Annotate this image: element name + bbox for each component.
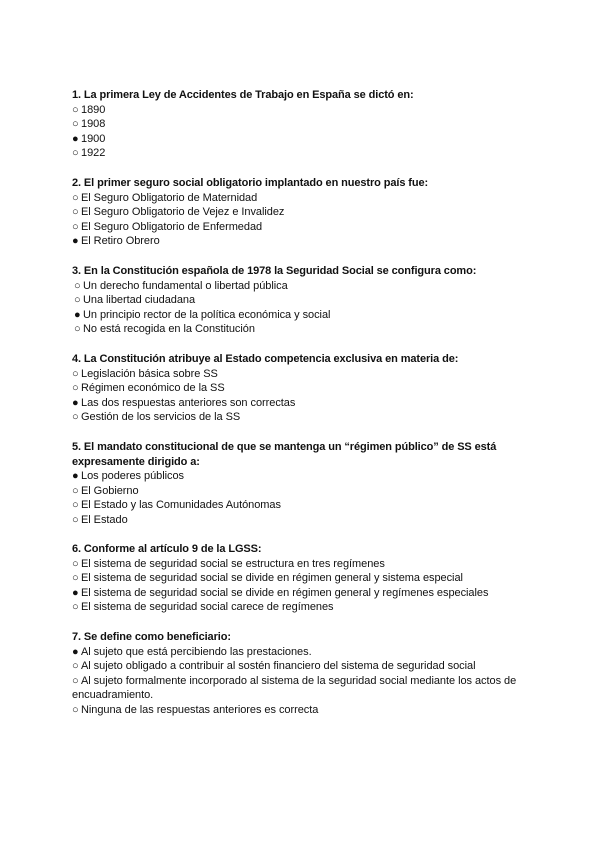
option-text: 1890	[81, 103, 106, 116]
radio-mark-icon: ○	[72, 674, 79, 687]
question-title: 1. La primera Ley de Accidentes de Trabajo en España se dictó en:	[72, 89, 414, 101]
option-text: Un principio rector de la política económica y social	[83, 308, 331, 321]
question-title: 2. El primer seguro social obligatorio implantado en nuestro país fue:	[72, 177, 429, 189]
radio-mark-icon: ○	[72, 382, 79, 395]
radio-filled-icon: ●	[72, 235, 79, 248]
answer-option	[72, 279, 542, 294]
question-5	[72, 440, 542, 528]
option-text: Al sujeto obligado a contribuir al sostén financiero del sistema de seguridad social	[81, 660, 476, 673]
answer-option	[72, 103, 542, 118]
radio-mark-icon: ○	[72, 513, 79, 526]
radio-mark-icon: ○	[72, 660, 79, 673]
radio-mark-icon: ○	[74, 294, 81, 307]
option-text: El sistema de seguridad social se divide en régimen general y sistema especial	[81, 572, 463, 585]
radio-mark-icon: ○	[72, 220, 79, 233]
option-text: Gestión de los servicios de la SS	[81, 411, 241, 424]
option-text: El Seguro Obligatorio de Vejez e Invalidez	[81, 206, 285, 219]
answer-option	[72, 703, 542, 718]
radio-mark-icon: ○	[72, 601, 79, 614]
answer-option	[72, 659, 542, 674]
answer-option	[72, 410, 542, 425]
radio-filled-icon: ●	[72, 470, 79, 483]
question-title: 4. La Constitución atribuye al Estado competencia exclusiva en materia de:	[72, 353, 459, 365]
answer-option-selected	[72, 234, 542, 249]
radio-mark-icon: ○	[72, 499, 79, 512]
question-title: 7. Se define como beneficiario:	[72, 631, 231, 643]
answer-option	[72, 571, 542, 586]
option-text: No está recogida en la Constitución	[83, 323, 255, 336]
answer-option	[72, 322, 542, 337]
answer-option-selected	[72, 132, 542, 147]
radio-mark-icon: ○	[72, 103, 79, 116]
radio-filled-icon: ●	[74, 308, 81, 321]
answer-option	[72, 381, 542, 396]
option-text: El sistema de seguridad social carece de regímenes	[81, 601, 334, 614]
option-text: Ninguna de las respuestas anteriores es correcta	[81, 703, 319, 716]
option-text: Legislación básica sobre SS	[81, 367, 218, 380]
option-text: El Retiro Obrero	[81, 235, 160, 248]
radio-mark-icon: ○	[72, 484, 79, 497]
radio-mark-icon: ○	[72, 367, 79, 380]
option-text: Régimen económico de la SS	[81, 382, 225, 395]
answer-option	[72, 484, 542, 499]
answer-option	[72, 513, 542, 528]
option-text: Un derecho fundamental o libertad pública	[83, 279, 288, 292]
option-text: Los poderes públicos	[81, 470, 184, 483]
option-text: El Seguro Obligatorio de Maternidad	[81, 191, 258, 204]
option-text: Al sujeto que está percibiendo las prestaciones.	[81, 645, 312, 658]
option-text: El sistema de seguridad social se estructura en tres regímenes	[81, 557, 385, 570]
answer-option	[72, 498, 542, 513]
question-title: 6. Conforme al artículo 9 de la LGSS:	[72, 543, 262, 555]
answer-option	[72, 191, 542, 206]
option-text: 1922	[81, 147, 106, 160]
answer-option	[72, 674, 542, 703]
radio-mark-icon: ○	[74, 279, 81, 292]
radio-filled-icon: ●	[72, 132, 79, 145]
radio-filled-icon: ●	[72, 396, 79, 409]
option-text: Al sujeto formalmente incorporado al sistema de la seguridad social mediante los actos de encuadramiento.	[72, 674, 517, 702]
answer-option	[72, 293, 542, 308]
answer-option	[72, 117, 542, 132]
answer-option	[72, 220, 542, 235]
option-text: El Estado y las Comunidades Autónomas	[81, 499, 281, 512]
option-text: Una libertad ciudadana	[83, 294, 196, 307]
radio-mark-icon: ○	[72, 118, 79, 131]
answer-option	[72, 205, 542, 220]
answer-option-selected	[72, 396, 542, 411]
radio-mark-icon: ○	[74, 323, 81, 336]
question-title: 5. El mandato constitucional de que se mantenga un “régimen público” de SS está expresamente dirigido a:	[72, 441, 497, 468]
question-1	[72, 88, 542, 161]
answer-option-selected	[72, 645, 542, 660]
option-text: El Seguro Obligatorio de Enfermedad	[81, 220, 263, 233]
radio-mark-icon: ○	[72, 572, 79, 585]
answer-option-selected	[72, 308, 542, 323]
radio-filled-icon: ●	[72, 586, 79, 599]
option-text: El sistema de seguridad social se divide en régimen general y regímenes especiales	[81, 586, 489, 599]
radio-mark-icon: ○	[72, 557, 79, 570]
radio-filled-icon: ●	[72, 645, 79, 658]
answer-option	[72, 367, 542, 382]
question-7	[72, 630, 542, 718]
question-4	[72, 352, 542, 425]
answer-option	[72, 600, 542, 615]
option-text: El Gobierno	[81, 484, 139, 497]
radio-mark-icon: ○	[72, 703, 79, 716]
question-3	[72, 264, 542, 337]
answer-option	[72, 557, 542, 572]
answer-option-selected	[72, 469, 542, 484]
radio-mark-icon: ○	[72, 191, 79, 204]
radio-mark-icon: ○	[72, 411, 79, 424]
option-text: 1900	[81, 132, 106, 145]
option-text: El Estado	[81, 513, 128, 526]
option-text: Las dos respuestas anteriores son correctas	[81, 396, 296, 409]
radio-mark-icon: ○	[72, 147, 79, 160]
question-6	[72, 542, 542, 615]
question-2	[72, 176, 542, 249]
answer-option-selected	[72, 586, 542, 601]
question-title: 3. En la Constitución española de 1978 la Seguridad Social se configura como:	[72, 265, 477, 277]
option-text: 1908	[81, 118, 106, 131]
answer-option	[72, 146, 542, 161]
radio-mark-icon: ○	[72, 206, 79, 219]
